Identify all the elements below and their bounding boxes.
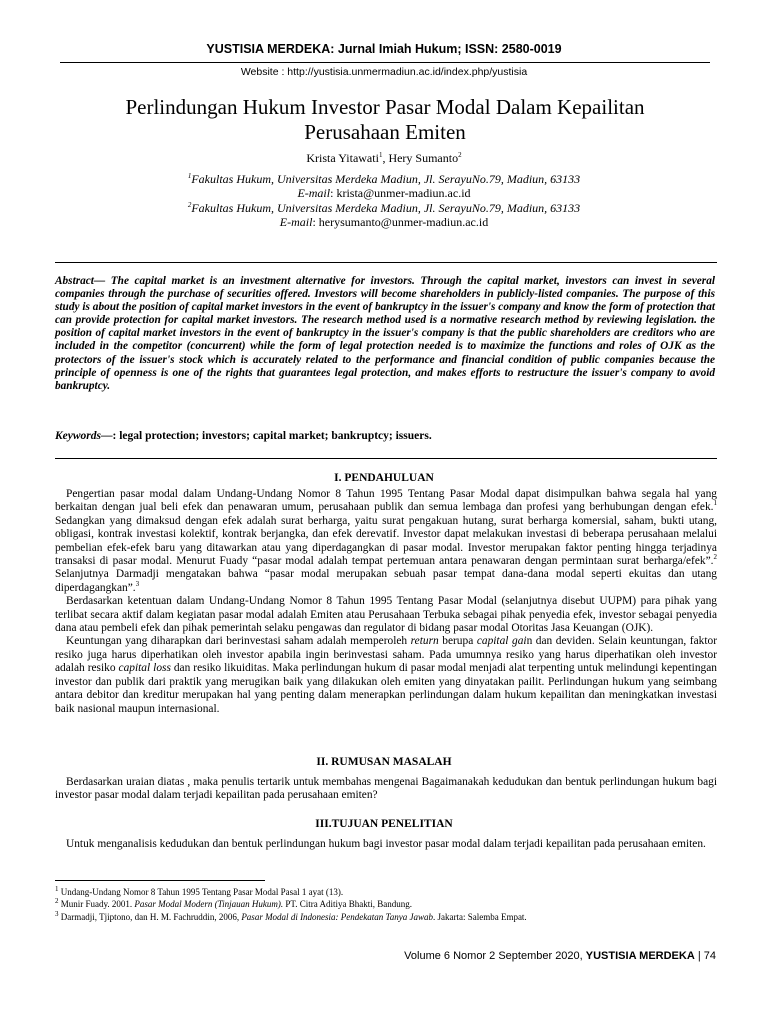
- abstract-top-rule: [55, 262, 717, 263]
- author-affiliation-marker: 2: [458, 151, 462, 159]
- paragraph: Berdasarkan ketentuan dalam Undang-Undang Nomor 8 Tahun 1995 Tentang Pasar Modal (selanjutnya disebut UUPM) para pihak yang terlibat secara aktif dalam kegiatan pasar modal adalah Emiten atau Perusahaan Terbuka sebagai pihak penyedia efek, investor sebagai penyedia dana atau pembeli efek dan pihak pemerintah selaku pengawas dan regulator di bidang pasar modal Otoritas Jasa Keuangan (OJK).: [55, 595, 717, 635]
- paper-title-line1: Perlindungan Hukum Investor Pasar Modal Dalam Kepailitan: [125, 95, 645, 119]
- footnote-text: Munir Fuady. 2001.: [58, 899, 135, 910]
- footnote-title: Pasar Modal di Indonesia: Pendekatan Tanya Jawab: [241, 911, 433, 922]
- header-divider: [60, 62, 710, 63]
- footnote: [55, 911, 717, 923]
- author-name: Krista Yitawati: [306, 151, 379, 165]
- paragraph: Untuk menganalisis kedudukan dan bentuk perlindungan hukum bagi investor pasar modal dalam terjadi kepailitan pada perusahaan emiten.: [66, 838, 706, 850]
- journal-header: YUSTISIA MERDEKA: Jurnal Imiah Hukum; ISSN: 2580-0019: [206, 42, 562, 56]
- paragraph-text: n dan deviden. Selain keuntungan, faktor resiko juga harus diperhatikan oleh investor apabila ingin berinvestasi saham. Pada umumnya resiko yang harus diperhatikan oleh investor adalah resiko: [55, 635, 717, 675]
- keywords: [55, 430, 715, 442]
- affiliation-marker: 1: [187, 172, 192, 180]
- keywords-text: —: legal protection; investors; capital market; bankruptcy; issuers.: [101, 430, 432, 442]
- author-affiliation-marker: 1: [378, 151, 383, 159]
- footnote-text: . Jakarta: Salemba Empat.: [432, 911, 527, 922]
- emphasis-term: return: [410, 635, 439, 648]
- paragraph-text: Pengertian pasar modal dalam Undang-Undang Nomor 8 Tahun 1995 Tentang Pasar Modal dapat disimpulkan bahwa segala hal yang berkaitan dengan jual beli efek dan penawaran umum, perusahaan publik dan semua lembaga dan profesi yang berhubungan dengan efek.: [55, 488, 717, 514]
- page-footer: [404, 950, 716, 962]
- affiliation-marker: 2: [187, 201, 192, 209]
- section-body-rumusan-masalah: [55, 776, 717, 803]
- footnote-title: Pasar Modal Modern (Tinjauan Hukum).: [134, 899, 284, 910]
- abstract-label: Abstract: [55, 275, 94, 287]
- footer-volume: Volume 6 Nomor 2 September 2020,: [404, 950, 586, 962]
- section-body-pendahuluan: [55, 488, 717, 716]
- affiliation-1: [0, 172, 768, 200]
- paper-title: [60, 95, 710, 145]
- footnote: [55, 886, 717, 898]
- footnote-text: Undang-Undang Nomor 8 Tahun 1995 Tentang Pasar Modal Pasal 1 ayat (13).: [58, 887, 344, 897]
- paragraph-text: Keuntungan yang diharapkan dari berinvestasi saham adalah memperoleh: [66, 635, 411, 648]
- paragraph: [55, 488, 717, 595]
- paragraph: [55, 635, 717, 715]
- page-number: | 74: [694, 950, 716, 962]
- footnote-marker: 2: [713, 553, 717, 562]
- email-label: E-mail: [279, 215, 313, 229]
- author-email: : herysumanto@unmer-madiun.ac.id: [312, 215, 489, 229]
- author-list: [0, 151, 768, 166]
- paragraph: Berdasarkan uraian diatas , maka penulis tertarik untuk membahas mengenai Bagaimanakah kedudukan dan bentuk perlindungan hukum bagi investor pasar modal dalam terjadi kepailitan pada perusahaan emiten?: [55, 776, 717, 802]
- footnote-text: PT. Citra Aditiya Bhakti, Bandung.: [283, 899, 412, 910]
- author-separator: ,: [382, 151, 389, 165]
- footnote-divider: [55, 880, 265, 881]
- paragraph-text: berupa: [438, 635, 477, 648]
- email-label: E-mail: [297, 186, 331, 200]
- footnotes: [55, 886, 717, 923]
- footnote-text: Darmadji, Tjiptono, dan H. M. Fachruddin, 2006,: [58, 911, 242, 922]
- affiliation-2: [0, 201, 768, 229]
- journal-website: Website : http://yustisia.unmermadiun.ac.id/index.php/yustisia: [240, 66, 528, 78]
- abstract: [55, 275, 715, 393]
- footer-journal: YUSTISIA MERDEKA: [585, 950, 695, 962]
- footnote-number: 1: [55, 885, 59, 893]
- affiliation-institution: Fakultas Hukum, Universitas Merdeka Madiun, Jl. SerayuNo.79, Madiun, 63133: [191, 201, 581, 215]
- paragraph-text: Selanjutnya Darmadji mengatakan bahwa “pasar modal merupakan sebuah pasar tempat dana-dana modal seperti ekuitas dan utang diperdagangkan”.: [55, 568, 717, 594]
- section-heading-pendahuluan: I. PENDAHULUAN: [334, 472, 434, 484]
- footnote-marker: 1: [713, 499, 717, 508]
- paper-title-line2: Perusahaan Emiten: [304, 120, 466, 144]
- footnote-number: 2: [55, 897, 59, 906]
- paragraph-text: Sedangkan yang dimaksud dengan efek adalah surat berharga, yaitu surat pengakuan hutang, surat berharga komersial, saham, bukti utang, obligasi, kontrak investasi kolektif, kontrak berjangka, dan efek derevatif. Investor dapat melakukan investasi di beberapa perusahaan melalui pembelian efek-efek baru yang ditawarkan atau yang diperdagangkan di pasar modal. Investor merupakan faktor penting hingga terjadinya transaksi di pasar modal. Menurut Fuady “pasar modal adalah tempat pertemuan antara penawaran dengan permintaan surat berharga/efek”.: [55, 514, 717, 568]
- abstract-bottom-rule: [55, 458, 717, 459]
- emphasis-term: capital gai: [476, 635, 527, 648]
- section-body-tujuan-penelitian: [55, 838, 717, 851]
- abstract-text: — The capital market is an investment alternative for investors. Through the capital market, investors can invest in several companies through the purchase of securities offered. Investors will become shareholders in publicly-listed companies. The purpose of this study is about the position of capital market investors in the event of bankruptcy in the issuer's company and know the form of protection that can provide protection for capital market investors. The research method used is a normative research method by reviewing legislation. the position of capital market investors in the event of bankruptcy in the issuer's company is that the public shareholders are creditors who are included in the competitor (concurrent) while the form of legal protection needed is to maximize the functions and roles of OJK as the protectors of the issuer's stock which is accurately related to the performance and financial condition of public companies because the principle of openness is one of the rights that guarantees legal protection, and makes efforts to restructure the issuer's company to avoid bankruptcy.: [55, 275, 715, 392]
- footnote: [55, 898, 717, 910]
- author-email: : krista@unmer-madiun.ac.id: [330, 186, 471, 200]
- footnote-number: 3: [55, 909, 59, 918]
- footnote-marker: 3: [135, 580, 140, 589]
- section-heading-rumusan-masalah: II. RUMUSAN MASALAH: [316, 756, 452, 768]
- emphasis-term: capital loss: [118, 662, 171, 675]
- paragraph-text: dan resiko likuiditas. Maka perlindungan hukum di pasar modal menjadi alat terpenting untuk melindungi kepentingan investor dan publik dari praktik yang merugikan baik yang dilakukan oleh emiten yang dinyatakan pailit. Perlindungan hukum yang seimbang antara debitor dan kreditur merupakan hal yang penting dalam menerapkan perlindungan dalam hukum kepailitan dan meningkatkan investasi baik nasional maupun internasional.: [55, 662, 717, 715]
- affiliation-institution: Fakultas Hukum, Universitas Merdeka Madiun, Jl. SerayuNo.79, Madiun, 63133: [191, 172, 581, 186]
- keywords-label: Keywords: [55, 430, 101, 442]
- author-name: Hery Sumanto: [388, 151, 459, 165]
- section-heading-tujuan-penelitian: III.TUJUAN PENELITIAN: [315, 818, 453, 830]
